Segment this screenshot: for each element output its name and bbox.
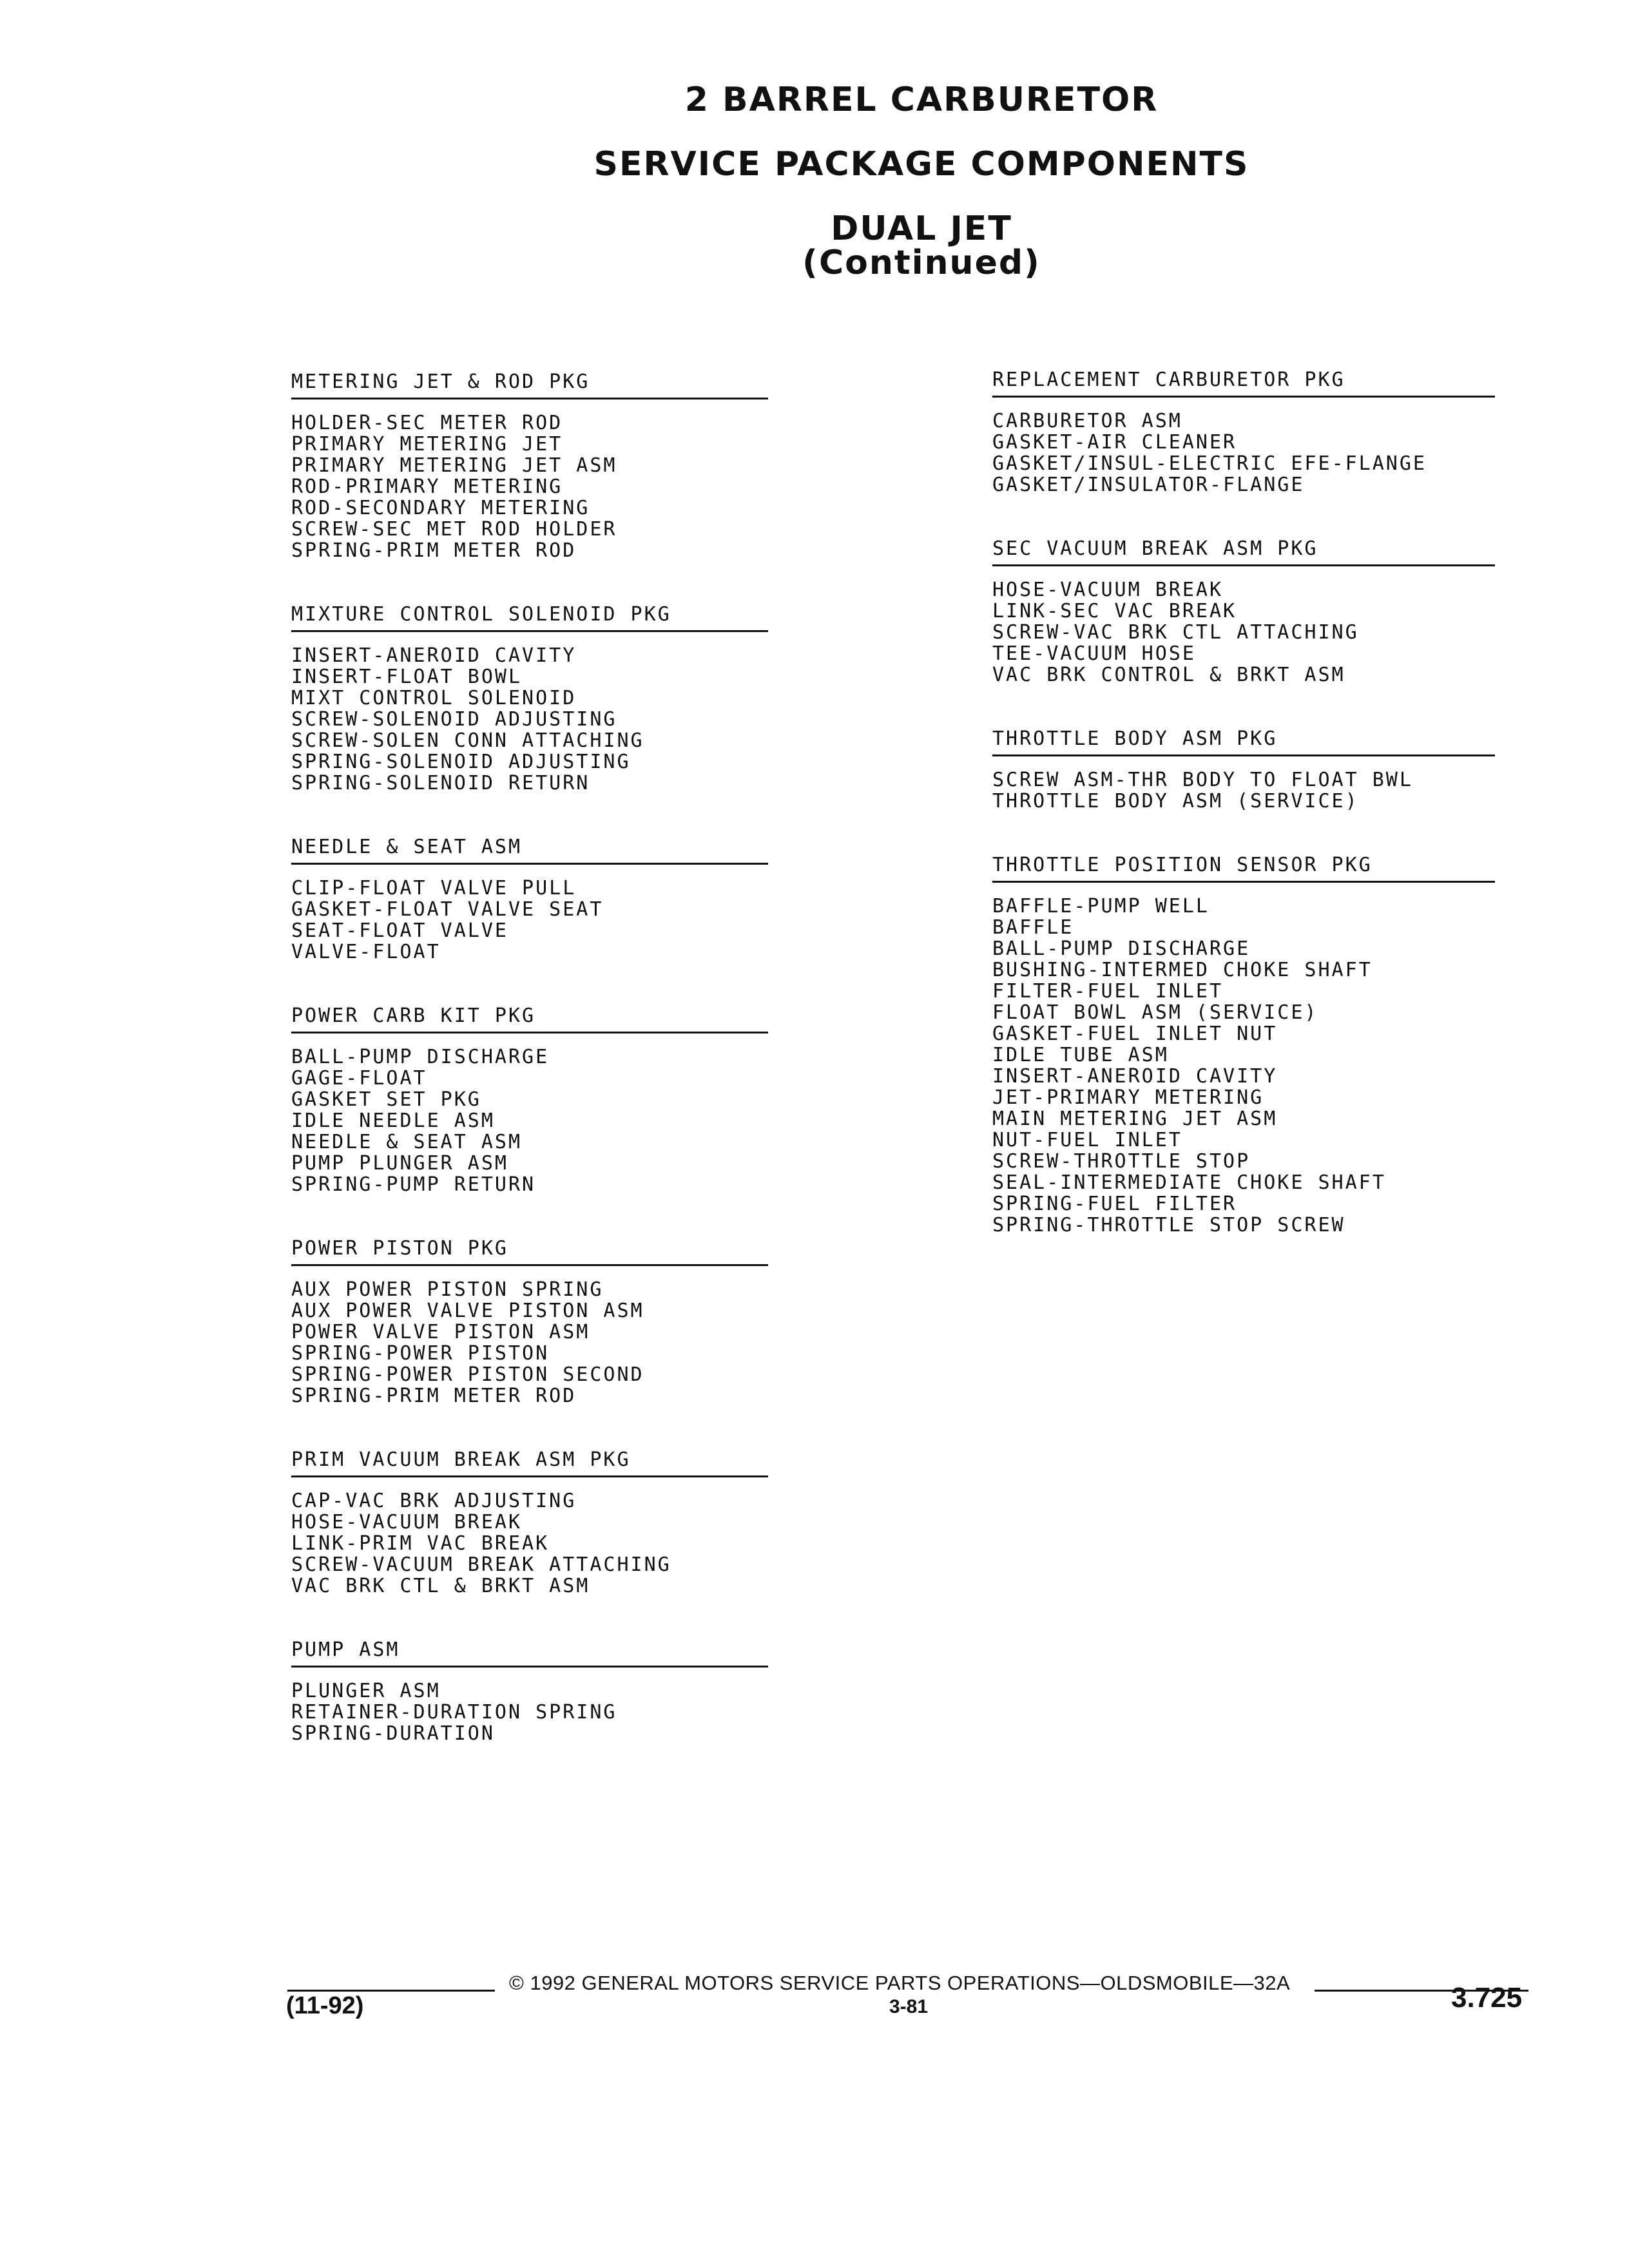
component-item: AUX POWER VALVE PISTON ASM bbox=[291, 1300, 644, 1322]
component-item: RETAINER-DURATION SPRING bbox=[291, 1701, 617, 1724]
section-reference: 3.725 bbox=[1451, 1982, 1523, 2013]
component-item: IDLE TUBE ASM bbox=[992, 1044, 1169, 1066]
section-heading: PUMP ASM bbox=[291, 1639, 768, 1667]
component-item: TEE-VACUUM HOSE bbox=[992, 642, 1196, 665]
component-item: VAC BRK CTL & BRKT ASM bbox=[291, 1575, 590, 1597]
component-item: LINK-SEC VAC BREAK bbox=[992, 600, 1237, 622]
component-item: SPRING-THROTTLE STOP SCREW bbox=[992, 1214, 1345, 1236]
section-heading: NEEDLE & SEAT ASM bbox=[291, 836, 768, 865]
section-gap bbox=[992, 495, 1495, 537]
package-section bbox=[992, 727, 1495, 812]
component-item: FILTER-FUEL INLET bbox=[992, 980, 1224, 1003]
component-item: VALVE-FLOAT bbox=[291, 941, 441, 963]
component-item: GASKET-FLOAT VALVE SEAT bbox=[291, 898, 604, 921]
footer-rule-left bbox=[287, 1990, 495, 1992]
component-item: SPRING-PUMP RETURN bbox=[291, 1173, 536, 1196]
component-item: SPRING-PRIM METER ROD bbox=[291, 1385, 577, 1407]
component-item: IDLE NEEDLE ASM bbox=[291, 1110, 495, 1132]
component-item: GASKET/INSULATOR-FLANGE bbox=[992, 474, 1305, 496]
section-gap bbox=[291, 794, 768, 836]
component-item: VAC BRK CONTROL & BRKT ASM bbox=[992, 664, 1345, 686]
component-item: HOSE-VACUUM BREAK bbox=[291, 1511, 523, 1533]
section-gap bbox=[291, 561, 768, 603]
section-heading: POWER CARB KIT PKG bbox=[291, 1004, 768, 1033]
component-item: CAP-VAC BRK ADJUSTING bbox=[291, 1490, 577, 1512]
component-item: INSERT-FLOAT BOWL bbox=[291, 666, 523, 688]
section-gap bbox=[291, 1407, 768, 1448]
package-section bbox=[291, 1237, 768, 1407]
component-item: GASKET/INSUL-ELECTRIC EFE-FLANGE bbox=[992, 452, 1427, 475]
component-item: INSERT-ANEROID CAVITY bbox=[291, 644, 577, 667]
package-section bbox=[291, 1004, 768, 1195]
section-heading: REPLACEMENT CARBURETOR PKG bbox=[992, 369, 1495, 398]
component-item: NEEDLE & SEAT ASM bbox=[291, 1131, 523, 1153]
component-item: AUX POWER PISTON SPRING bbox=[291, 1278, 604, 1301]
package-section bbox=[291, 1639, 768, 1744]
component-item: MAIN METERING JET ASM bbox=[992, 1108, 1278, 1130]
section-heading: MIXTURE CONTROL SOLENOID PKG bbox=[291, 603, 768, 632]
section-gap bbox=[992, 686, 1495, 727]
component-item: SPRING-DURATION bbox=[291, 1722, 495, 1745]
component-item: SCREW-SOLEN CONN ATTACHING bbox=[291, 729, 644, 752]
component-item: FLOAT BOWL ASM (SERVICE) bbox=[992, 1001, 1318, 1024]
component-item: POWER VALVE PISTON ASM bbox=[291, 1321, 590, 1343]
component-item: INSERT-ANEROID CAVITY bbox=[992, 1065, 1278, 1088]
copyright-notice: © 1992 GENERAL MOTORS SERVICE PARTS OPERATIONS—OLDSMOBILE—32A bbox=[509, 1972, 1291, 1994]
component-item: SPRING-FUEL FILTER bbox=[992, 1193, 1237, 1215]
component-item: PUMP PLUNGER ASM bbox=[291, 1152, 508, 1175]
component-item: PRIMARY METERING JET bbox=[291, 433, 563, 456]
section-gap bbox=[291, 1597, 768, 1639]
section-gap bbox=[291, 1195, 768, 1237]
component-item: GASKET SET PKG bbox=[291, 1088, 481, 1111]
component-item: SCREW-VAC BRK CTL ATTACHING bbox=[992, 621, 1359, 644]
revision-date: (11-92) bbox=[286, 1992, 364, 2019]
component-item: THROTTLE BODY ASM (SERVICE) bbox=[992, 790, 1359, 812]
package-section bbox=[291, 1448, 768, 1597]
component-item: CARBURETOR ASM bbox=[992, 410, 1182, 432]
component-item: GASKET-AIR CLEANER bbox=[992, 431, 1237, 454]
component-item: SEAL-INTERMEDIATE CHOKE SHAFT bbox=[992, 1171, 1386, 1194]
component-item: JET-PRIMARY METERING bbox=[992, 1086, 1264, 1109]
component-item: GASKET-FUEL INLET NUT bbox=[992, 1023, 1278, 1045]
section-heading: POWER PISTON PKG bbox=[291, 1237, 768, 1266]
continued-label: (Continued) bbox=[802, 244, 1041, 282]
section-heading: THROTTLE POSITION SENSOR PKG bbox=[992, 854, 1495, 883]
component-item: PLUNGER ASM bbox=[291, 1680, 441, 1702]
component-item: BALL-PUMP DISCHARGE bbox=[291, 1046, 550, 1068]
section-heading: SEC VACUUM BREAK ASM PKG bbox=[992, 537, 1495, 566]
variant-label: DUAL JET bbox=[831, 209, 1012, 248]
component-item: SPRING-PRIM METER ROD bbox=[291, 539, 577, 562]
component-item: SEAT-FLOAT VALVE bbox=[291, 919, 508, 942]
component-item: BAFFLE bbox=[992, 916, 1074, 939]
component-item: SPRING-SOLENOID RETURN bbox=[291, 772, 590, 794]
component-item: SPRING-SOLENOID ADJUSTING bbox=[291, 751, 631, 773]
component-item: BALL-PUMP DISCHARGE bbox=[992, 937, 1251, 960]
component-item: SCREW ASM-THR BODY TO FLOAT BWL bbox=[992, 769, 1413, 791]
component-item: PRIMARY METERING JET ASM bbox=[291, 454, 617, 477]
page-number: 3-81 bbox=[889, 1996, 929, 2017]
component-item: GAGE-FLOAT bbox=[291, 1067, 427, 1090]
package-section bbox=[291, 836, 768, 963]
package-section bbox=[992, 537, 1495, 686]
component-item: HOSE-VACUUM BREAK bbox=[992, 579, 1224, 601]
component-item: ROD-PRIMARY METERING bbox=[291, 476, 563, 498]
component-item: CLIP-FLOAT VALVE PULL bbox=[291, 877, 577, 899]
right-column bbox=[992, 369, 1495, 1236]
component-item: SCREW-SEC MET ROD HOLDER bbox=[291, 518, 617, 541]
package-section bbox=[992, 854, 1495, 1236]
component-item: ROD-SECONDARY METERING bbox=[291, 497, 590, 519]
component-item: SCREW-THROTTLE STOP bbox=[992, 1150, 1251, 1173]
section-gap bbox=[291, 963, 768, 1004]
package-section bbox=[291, 370, 768, 561]
component-item: BUSHING-INTERMED CHOKE SHAFT bbox=[992, 959, 1373, 981]
package-section bbox=[992, 369, 1495, 495]
component-item: LINK-PRIM VAC BREAK bbox=[291, 1532, 550, 1555]
package-section bbox=[291, 603, 768, 794]
component-item: HOLDER-SEC METER ROD bbox=[291, 412, 563, 434]
component-item: MIXT CONTROL SOLENOID bbox=[291, 687, 577, 709]
section-heading: METERING JET & ROD PKG bbox=[291, 370, 768, 399]
component-item: SCREW-VACUUM BREAK ATTACHING bbox=[291, 1553, 671, 1576]
component-item: SPRING-POWER PISTON SECOND bbox=[291, 1363, 644, 1386]
page-title: 2 BARREL CARBURETOR bbox=[684, 81, 1159, 119]
component-item: BAFFLE-PUMP WELL bbox=[992, 895, 1210, 918]
section-gap bbox=[992, 812, 1495, 854]
page-subtitle: SERVICE PACKAGE COMPONENTS bbox=[593, 145, 1249, 184]
left-column bbox=[291, 370, 768, 1744]
component-item: SCREW-SOLENOID ADJUSTING bbox=[291, 708, 617, 731]
component-item: SPRING-POWER PISTON bbox=[291, 1342, 550, 1365]
section-heading: THROTTLE BODY ASM PKG bbox=[992, 727, 1495, 756]
component-item: NUT-FUEL INLET bbox=[992, 1129, 1182, 1151]
section-heading: PRIM VACUUM BREAK ASM PKG bbox=[291, 1448, 768, 1477]
